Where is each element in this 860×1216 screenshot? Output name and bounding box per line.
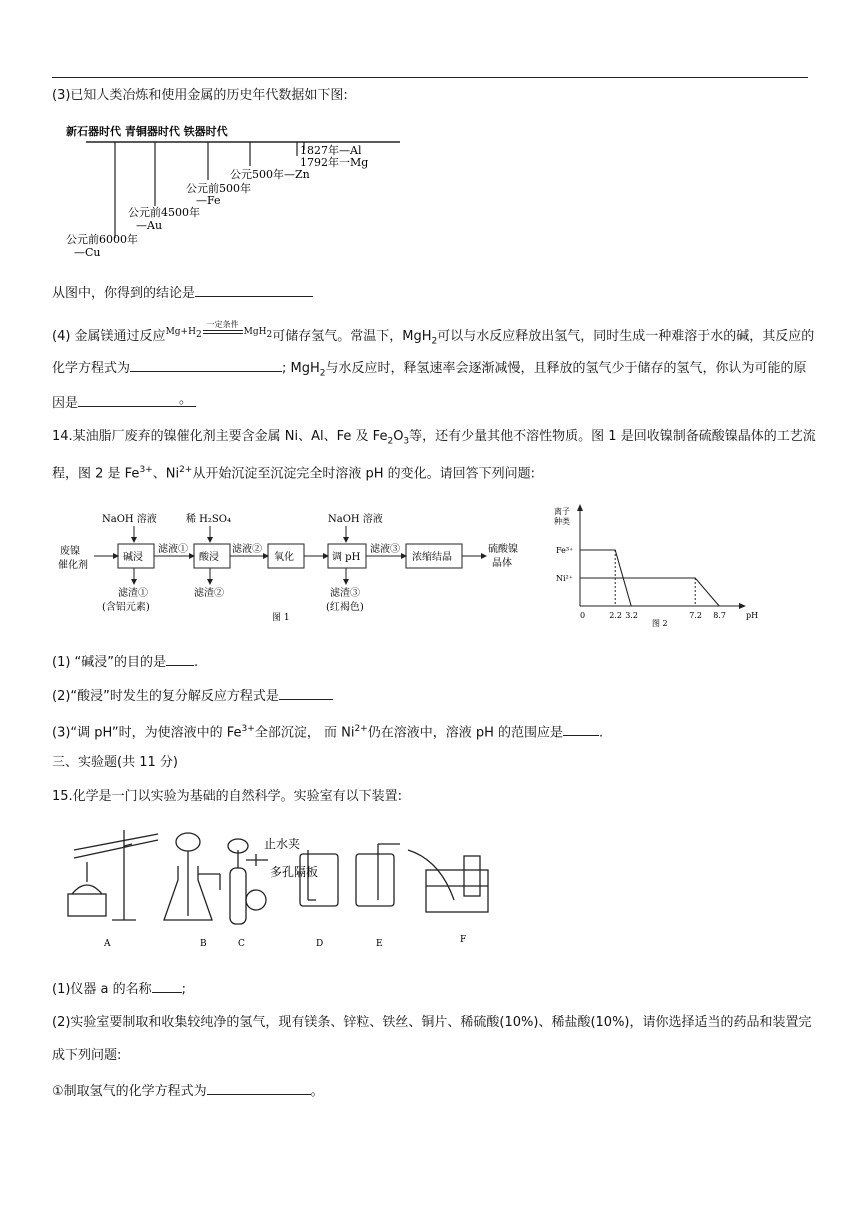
answer-blank-6 [563,721,599,736]
answer-blank-3 [78,392,196,407]
q13-part3-text: (3)已知人类冶炼和使用金属的历史年代数据如下图: [52,88,348,103]
flow-step-4: 调 pH [332,552,361,563]
answer-blank-2 [130,357,282,372]
q15-q2-line2: 成下列问题: [52,1048,122,1063]
chart-series-ni [580,578,719,606]
flow-step-3: 氧化 [274,552,294,563]
flow-product-2: 晶体 [492,558,512,569]
chart-tick-3: 7.2 [689,611,702,620]
answer-blank-7 [152,978,182,993]
label-c: C [238,939,245,949]
reaction-equation [166,322,273,345]
q14-line2 [52,460,812,484]
q15-q2-c: ①制取氢气的化学方程式为 [52,1084,207,1099]
fe2o3-sub2: 2 [387,436,394,447]
flow-filtrate-1: 滤液① [158,544,188,555]
ni-sup: 2+ [179,465,193,475]
section-3-title: 三、实验题(共 11 分) [52,755,178,770]
q14-q3-end: . [599,725,604,741]
flow-residue-2: 滤渣② [194,588,224,599]
q14-q1-end: . [194,655,199,670]
label-clamp: 止水夹 [264,837,301,851]
chart-caption: 图 2 [652,619,668,628]
flow-naoh-1: NaOH 溶液 [102,514,157,525]
flow-step-1: 碱浸 [123,552,143,563]
apparatus-b [164,833,220,920]
timeline-zn: 公元500年—Zn [230,168,310,181]
q3-ni-sup: 2+ [354,724,368,734]
mgh2-sub-2: 2 [319,368,326,379]
chart-xlabel: pH [746,611,758,620]
q14-line1 [52,427,816,452]
header-rule [52,77,808,78]
eq-condition: 一定条件 [206,320,239,329]
eq-arrow [203,320,243,334]
q13-part4-c: 可以与水反应释放出氢气，同时生成一种难溶于水的碱，其反应的 [437,329,815,344]
q15-q2-line3 [52,1080,812,1102]
q14-line1-c: 等，还有少量其他不溶性物质。图 1 是回收镍制备硫酸镍晶体的工艺流 [409,429,816,444]
q13-part4-f: 与水反应时，释氢速率会逐渐减慢，且释放的氢气少于储存的氢气，你认为可能的原 [325,361,807,376]
flow-naoh-2: NaOH 溶液 [328,514,383,525]
flow-caption: 图 1 [272,613,290,623]
conclusion-line [52,282,812,304]
q13-part4-line3 [52,392,812,414]
ph-chart-figure [546,502,758,628]
q14-q2-text: (2)“酸浸”时发生的复分解反应方程式是 [52,689,279,704]
chart-label-ni: Ni²⁺ [556,574,573,583]
apparatus-figure [60,820,520,960]
chart-tick-4: 8.7 [713,611,726,620]
chart-tick-2: 3.2 [625,611,638,620]
timeline-cu-year: 公元前6000年 [66,233,138,246]
q13-part4-d: 化学方程式为 [52,361,131,376]
apparatus-f [408,850,488,912]
label-plate: 多孔隔板 [270,865,319,879]
q13-part4-line1 [52,320,815,352]
answer-blank-3-end: 。 [179,392,193,407]
chart-ylabel-2: 种类 [554,517,570,526]
chart-tick-0: 0 [580,611,586,620]
eq-sub: 2 [195,329,202,340]
q14-line1-b: O [393,429,404,444]
label-b: B [200,939,207,949]
q14-q1-text: (1) “碱浸”的目的是 [52,655,167,670]
chart-label-fe: Fe³⁺ [556,546,574,555]
eq-left: Mg+H [165,327,196,337]
q13-part4-b: 可储存氢气。常温下，MgH [272,329,432,344]
label-a: A [104,939,111,949]
q14-line2-c: 从开始沉淀至沉淀完全时溶液 pH 的变化。请回答下列问题: [192,466,536,482]
q14-line2-b: 、Ni [152,466,180,482]
flow-step-5: 浓缩结晶 [412,552,452,563]
q14-q2-line [52,685,812,707]
label-d: D [316,939,324,949]
chart-ylabel-1: 离子 [554,507,570,516]
answer-blank [195,282,313,297]
fe2o3-sub3: 3 [403,436,410,447]
fe-sup: 3+ [139,465,153,475]
flow-start: 废镍 [60,546,80,557]
q14-q3-a: (3)“调 pH”时，为使溶液中的 Fe [52,725,242,741]
timeline-au-year: 公元前4500年 [128,206,200,219]
q13-part4-lead: (4) 金属镁通过反应 [52,329,166,344]
timeline-al: 1827年—Al [300,144,362,157]
q15-q2-end: 。 [310,1084,324,1099]
timeline-fe: —Fe [196,194,221,207]
answer-blank-8 [207,1080,311,1095]
q15-q1-line [52,978,812,1000]
label-e: E [376,939,383,949]
q14-q3-line [52,719,812,743]
flow-filtrate-2: 滤液② [232,544,262,555]
flow-residue-1-note: (含铝元素) [102,602,150,613]
q15-q1-end: ; [181,982,187,997]
flow-residue-3: 滤渣③ [330,588,360,599]
q13-part4-g: 因是 [52,396,79,411]
flow-filtrate-3: 滤液③ [370,544,400,555]
flow-residue-1: 滤渣① [118,588,148,599]
q15-q1-text: (1)仪器 a 的名称 [52,982,152,997]
q14-q3-b: 全部沉淀， 而 Ni [254,725,355,741]
process-flow-figure [58,506,538,626]
answer-blank-4 [166,651,194,666]
flow-start-2: 催化剂 [58,560,88,571]
q14-q1-line [52,651,812,673]
q14-line2-a: 程，图 2 是 Fe [52,466,140,482]
q14-q3-c: 仍在溶液中，溶液 pH 的范围应是 [367,725,564,741]
apparatus-c [228,839,268,924]
q15-q2-line1: (2)实验室要制取和收集较纯净的氢气，现有镁条、锌粒、铁丝、铜片、稀硫酸(10%)、稀盐酸(10%)，请你选择适当的药品和装置完 [52,1015,812,1030]
flow-step-2: 酸浸 [199,552,219,563]
q13-part4-e: ; MgH [282,361,320,376]
timeline-cu: —Cu [74,246,101,259]
chart-tick-1: 2.2 [609,611,622,620]
apparatus-e [356,844,400,906]
eq-right: MgH [243,327,267,337]
timeline-mg: 1792年一Mg [300,156,369,169]
eq-sub-2: 2 [266,329,273,340]
timeline-au: —Au [136,219,163,232]
label-f: F [460,935,467,945]
metal-timeline-figure [60,118,400,263]
answer-blank-5 [279,685,333,700]
timeline-fe-year: 公元前500年 [186,182,251,195]
q13-part4-line2 [52,357,812,384]
q3-fe-sup: 3+ [241,724,255,734]
flow-product: 硫酸镍 [488,544,518,555]
flow-residue-3-note: (红褐色) [326,602,364,613]
apparatus-a [68,830,158,920]
mgh2-sub: 2 [431,336,438,347]
timeline-eras: 新石器时代 青铜器时代 铁器时代 [66,125,228,138]
flow-h2so4: 稀 H₂SO₄ [186,514,231,525]
q14-line1-a: 14.某油脂厂废弃的镍催化剂主要含金属 Ni、Al、Fe 及 Fe [52,429,388,444]
conclusion-text: 从图中，你得到的结论是 [52,286,196,301]
q15-line1: 15.化学是一门以实验为基础的自然科学。实验室有以下装置: [52,789,403,804]
